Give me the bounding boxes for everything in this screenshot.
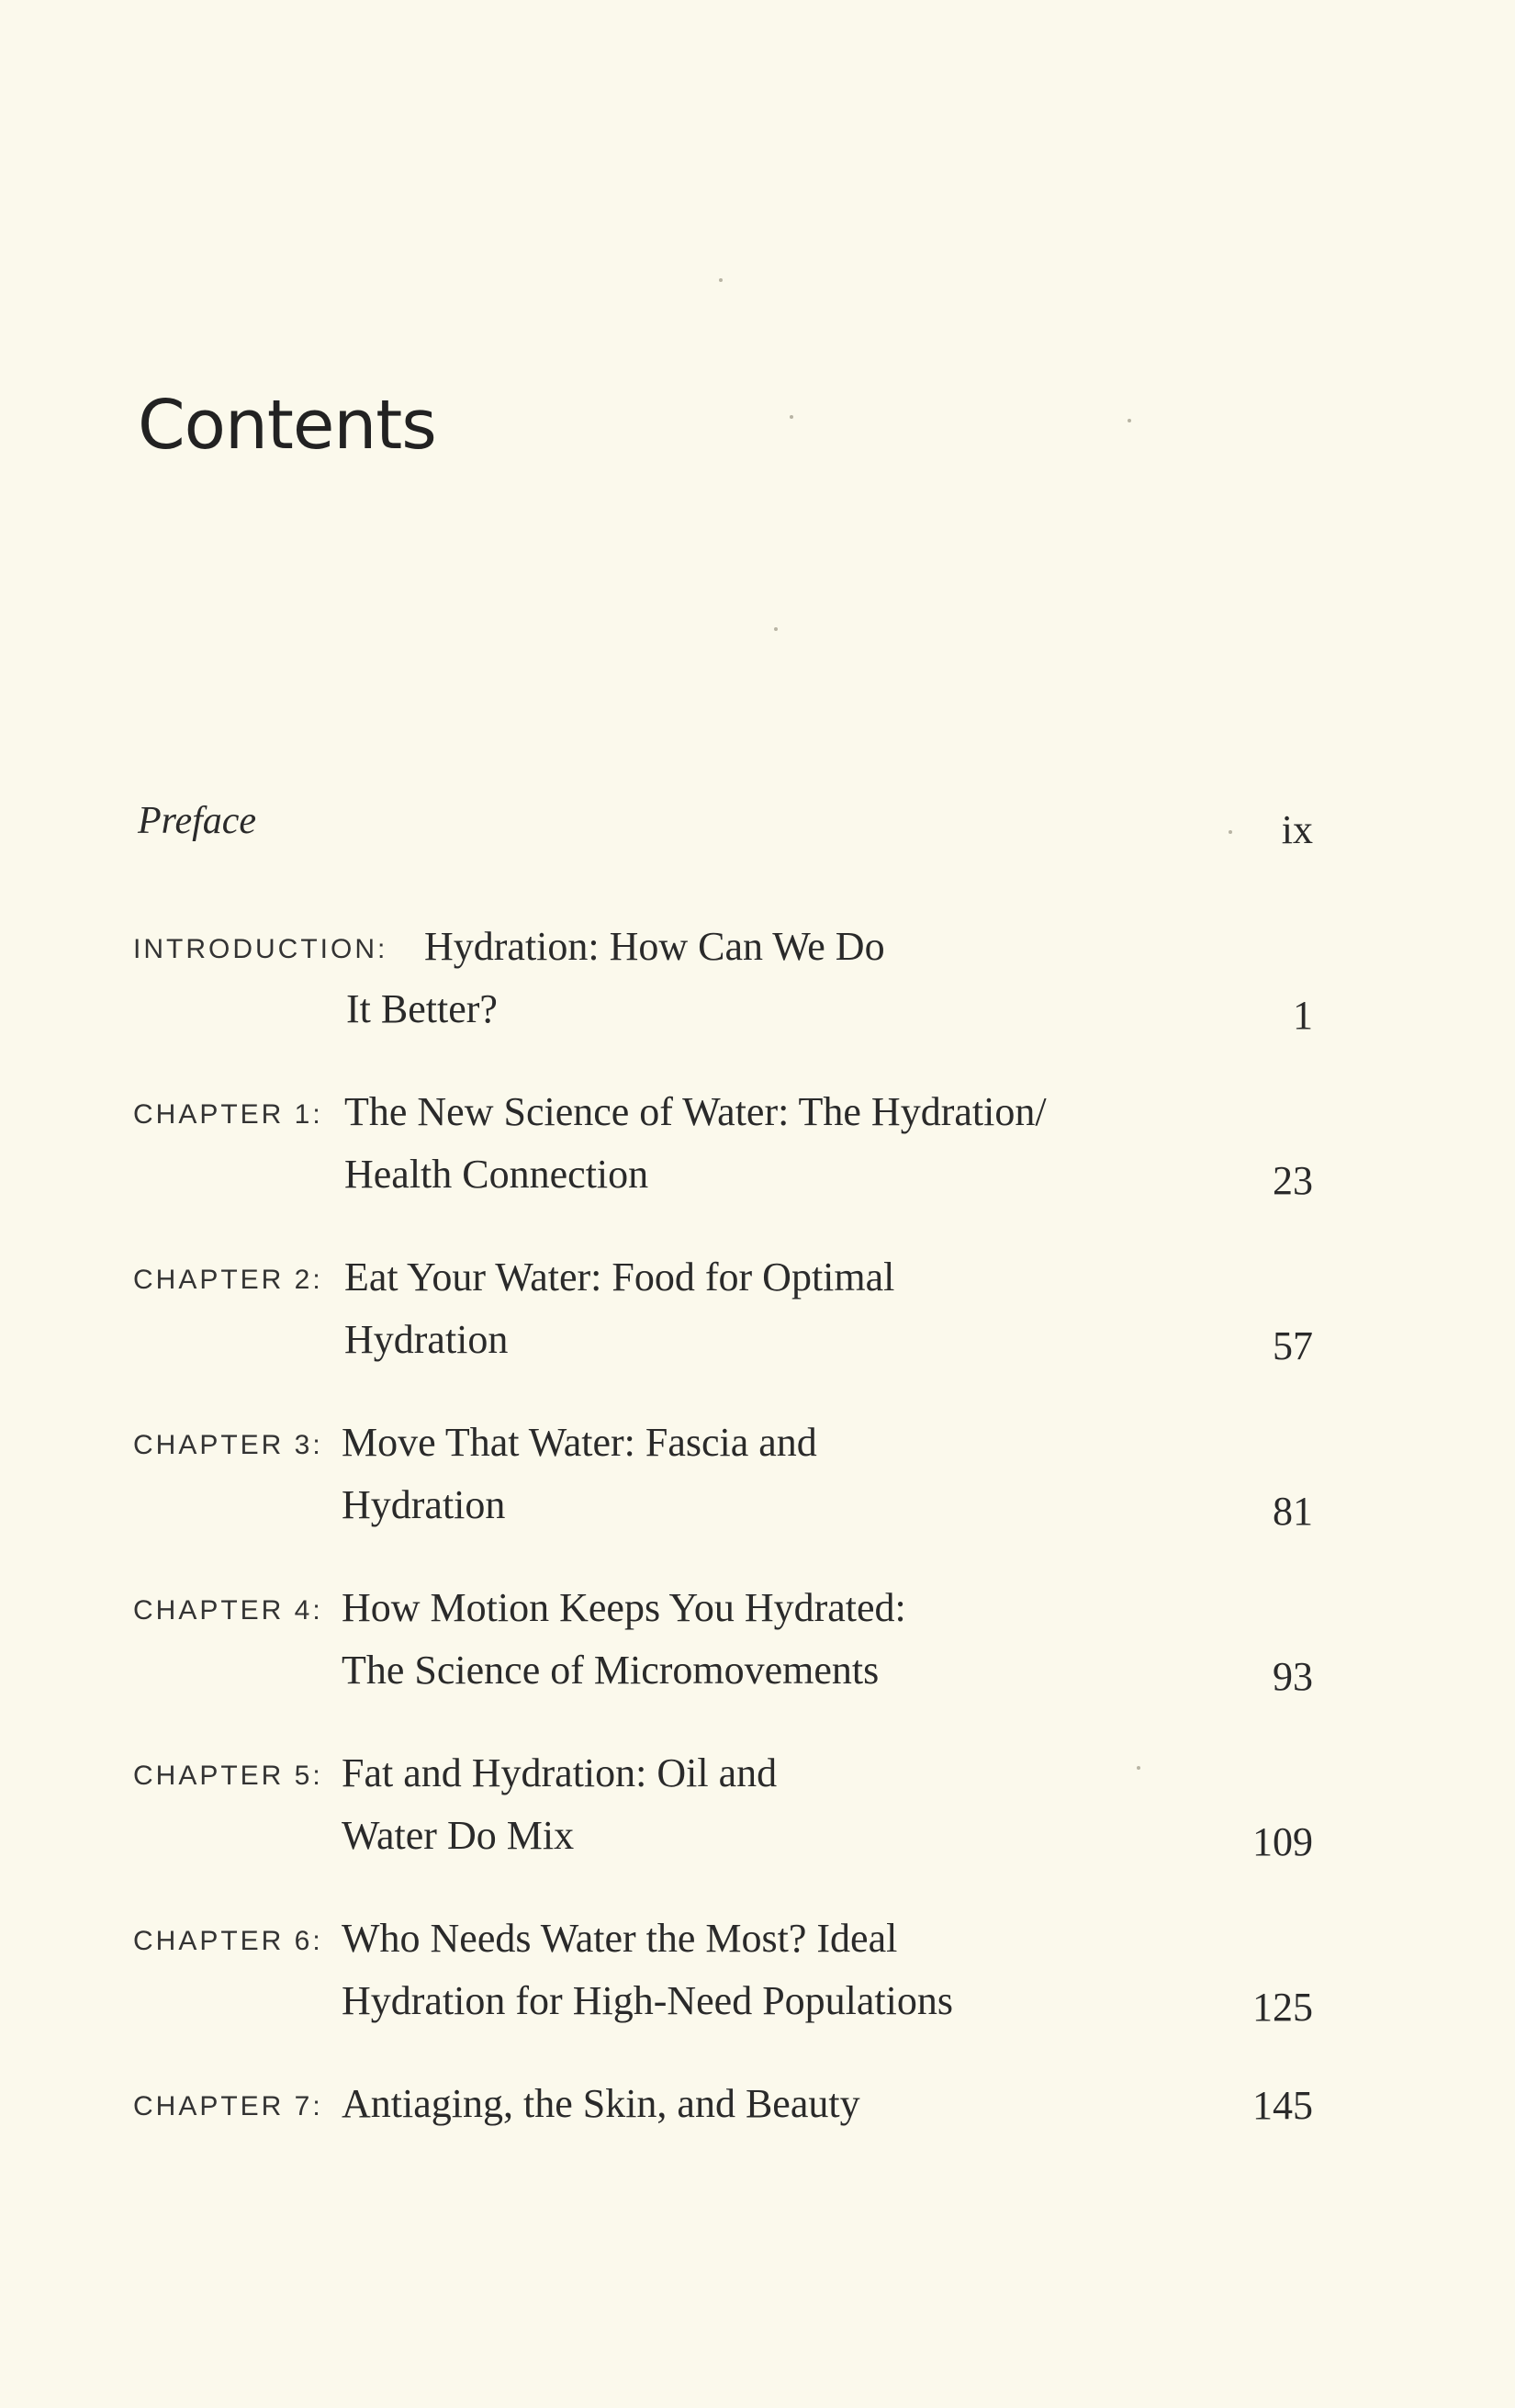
entry-title-line-1: The New Science of Water: The Hydration/ [344,1089,1047,1134]
paper-speck [1137,1766,1140,1770]
entry-title-line-1: Hydration: How Can We Do [424,924,885,969]
paper-speck [790,415,793,419]
paper-speck [774,627,778,631]
entry-label: INTRODUCTION: [133,934,388,964]
entry-title-line-1: Who Needs Water the Most? Ideal [342,1916,898,1961]
page-number: 125 [1252,1985,1313,2030]
page-number: 57 [1273,1323,1313,1368]
entry-title-line-2: Water Do Mix [342,1813,575,1858]
entry-title-line-2: It Better? [346,986,498,1031]
entry-title-line-1: Antiaging, the Skin, and Beauty [342,2081,860,2126]
page-number: 23 [1273,1158,1313,1203]
entry-label: CHAPTER 3: [133,1430,323,1460]
entry-title-line-1: Fat and Hydration: Oil and [342,1750,778,1795]
entry-label: CHAPTER 5: [133,1761,323,1791]
entry-title-line-2: Hydration [342,1482,506,1527]
page-number: 109 [1252,1819,1313,1864]
page-number: ix [1281,807,1313,852]
entry-title-line-1: Move That Water: Fascia and [342,1420,817,1465]
entry-title-line-2: Health Connection [344,1152,649,1197]
entry-label: CHAPTER 1: [133,1099,323,1130]
entry-title-line-2: Hydration [344,1317,509,1362]
entry-title-line-1: How Motion Keeps You Hydrated: [342,1585,906,1630]
entry-label: CHAPTER 6: [133,1926,323,1956]
page-title: Contents [138,386,436,465]
page-number: 1 [1293,993,1313,1038]
paper-speck [1128,419,1131,422]
page-number: 81 [1273,1489,1313,1534]
page-number: 145 [1252,2083,1313,2128]
page-number: 93 [1273,1654,1313,1699]
entry-label: CHAPTER 7: [133,2091,323,2121]
entry-title-line-1: Eat Your Water: Food for Optimal [344,1255,895,1300]
entry-title-line-2: The Science of Micromovements [342,1648,880,1693]
entry-label: CHAPTER 4: [133,1595,323,1626]
entry-title: Preface [138,800,257,842]
paper-speck [1229,830,1232,834]
entry-label: CHAPTER 2: [133,1265,323,1295]
paper-speck [719,278,723,282]
entry-title-line-2: Hydration for High-Need Populations [342,1978,953,2023]
